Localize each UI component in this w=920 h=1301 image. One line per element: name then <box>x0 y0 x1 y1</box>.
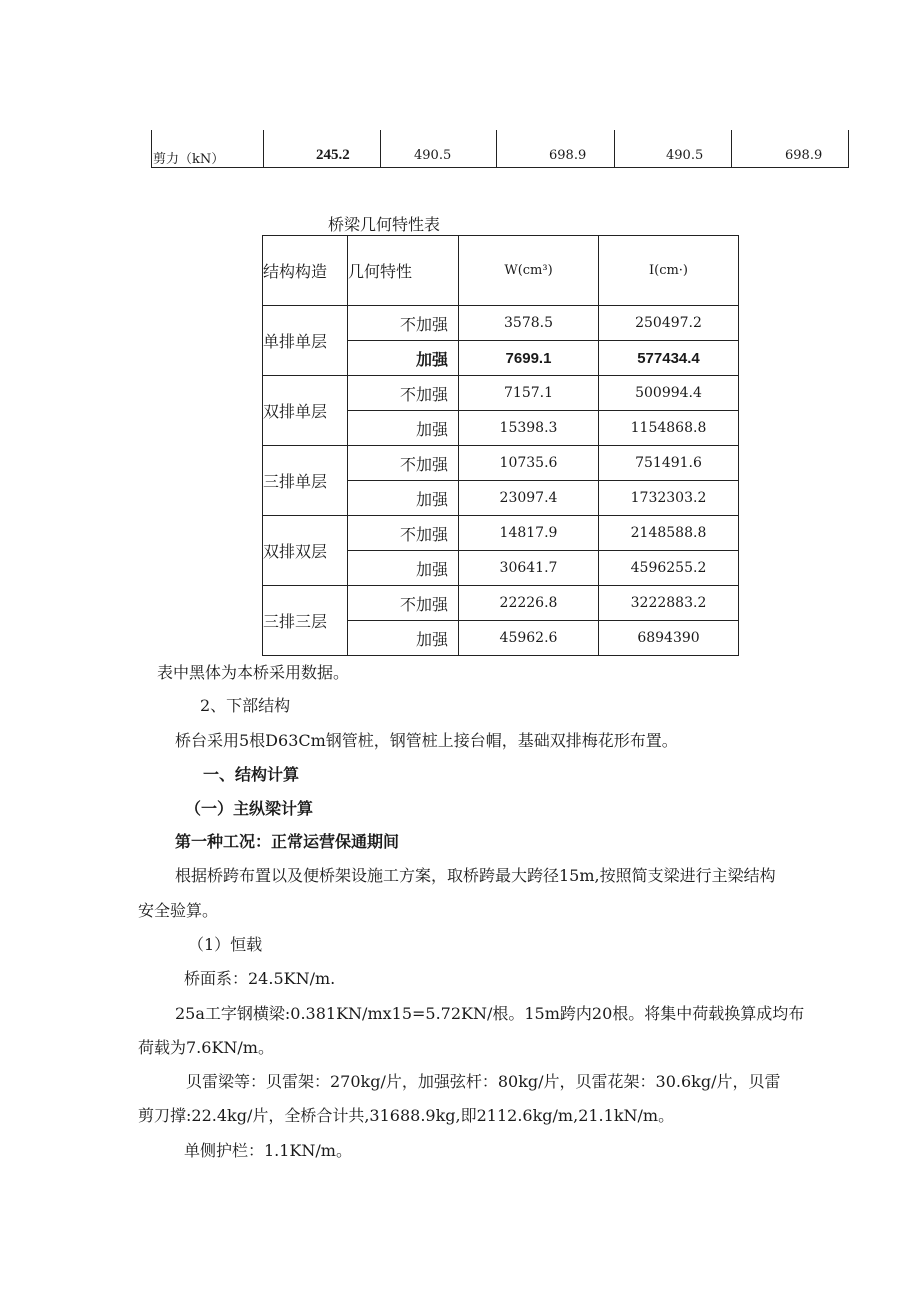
struct-name: 三排单层 <box>263 446 348 516</box>
reinforce-type: 不加强 <box>348 306 459 341</box>
i-value: 2148588.8 <box>599 516 739 551</box>
header-i: I(cm·) <box>599 236 739 306</box>
heading-main-girder: （一）主纵梁计算 <box>185 799 314 818</box>
w-value: 45962.6 <box>459 621 599 656</box>
w-value: 7157.1 <box>459 376 599 411</box>
shear-force-row <box>151 130 849 168</box>
i-value: 4596255.2 <box>599 551 739 586</box>
reinforce-type: 不加强 <box>348 376 459 411</box>
shear-value-5: 698.9 <box>785 148 823 163</box>
deck-load: 桥面系：24.5KN/m. <box>184 969 336 988</box>
cell-border <box>151 130 152 167</box>
i-value: 751491.6 <box>599 446 739 481</box>
shear-value-1: 245.2 <box>316 147 350 163</box>
bailey-line-1: 贝雷梁等：贝雷架：270kg/片，加强弦杆：80kg/片，贝雷花架：30.6kg/片，贝雷 <box>186 1072 781 1091</box>
reinforce-type: 加强 <box>348 341 459 376</box>
cell-border <box>731 130 732 167</box>
w-value: 22226.8 <box>459 586 599 621</box>
beam-load-line-2: 荷载为7.6KN/m。 <box>138 1038 274 1057</box>
cell-border <box>614 130 615 167</box>
table-row <box>263 516 739 551</box>
reinforce-type: 不加强 <box>348 516 459 551</box>
reinforce-type: 加强 <box>348 481 459 516</box>
guardrail-load: 单侧护栏：1.1KN/m。 <box>184 1141 352 1160</box>
reinforce-type: 不加强 <box>348 586 459 621</box>
geometry-table <box>262 235 739 656</box>
table-note: 表中黑体为本桥采用数据。 <box>157 663 350 682</box>
w-value: 14817.9 <box>459 516 599 551</box>
paragraph-line-2: 安全验算。 <box>138 901 219 920</box>
reinforce-type: 加强 <box>348 411 459 446</box>
i-value: 250497.2 <box>599 306 739 341</box>
w-value: 23097.4 <box>459 481 599 516</box>
shear-label: 剪力（kN） <box>153 152 225 167</box>
bailey-line-2: 剪刀撑:22.4kg/片，全桥合计共,31688.9kg,即2112.6kg/m,21.1kN/m。 <box>138 1106 675 1125</box>
dead-load-heading: （1）恒载 <box>188 935 263 954</box>
reinforce-type: 加强 <box>348 551 459 586</box>
shear-value-2: 490.5 <box>414 148 452 163</box>
w-value: 7699.1 <box>459 341 599 376</box>
w-value: 15398.3 <box>459 411 599 446</box>
cell-border <box>263 130 264 167</box>
header-w: W(cm³) <box>459 236 599 306</box>
struct-name: 双排双层 <box>263 516 348 586</box>
table-title: 桥梁几何特性表 <box>328 215 441 234</box>
heading-case-1: 第一种工况：正常运营保通期间 <box>175 832 400 851</box>
cell-border <box>496 130 497 167</box>
header-struct: 结构构造 <box>263 236 348 306</box>
struct-name: 单排单层 <box>263 306 348 376</box>
beam-load-line-1: 25a工字钢横梁:0.381KN/mx15=5.72KN/根。15m跨内20根。将集中荷载换算成均布 <box>175 1004 805 1023</box>
i-value: 577434.4 <box>599 341 739 376</box>
w-value: 30641.7 <box>459 551 599 586</box>
struct-name: 双排单层 <box>263 376 348 446</box>
cell-border <box>848 130 849 167</box>
table-row <box>263 446 739 481</box>
i-value: 1732303.2 <box>599 481 739 516</box>
cell-border <box>380 130 381 167</box>
i-value: 500994.4 <box>599 376 739 411</box>
w-value: 10735.6 <box>459 446 599 481</box>
section-substructure: 2、下部结构 <box>200 696 291 715</box>
header-geo: 几何特性 <box>348 236 459 306</box>
heading-structural-calc: 一、结构计算 <box>203 765 300 784</box>
struct-name: 三排三层 <box>263 586 348 656</box>
paragraph-line-1: 根据桥跨布置以及便桥架设施工方案，取桥跨最大跨径15m,按照简支梁进行主梁结构 <box>175 866 776 885</box>
i-value: 6894390 <box>599 621 739 656</box>
shear-value-4: 490.5 <box>666 148 704 163</box>
shear-value-3: 698.9 <box>549 148 587 163</box>
table-row <box>263 306 739 341</box>
reinforce-type: 不加强 <box>348 446 459 481</box>
table-header-row <box>263 236 739 306</box>
i-value: 3222883.2 <box>599 586 739 621</box>
w-value: 3578.5 <box>459 306 599 341</box>
table-row <box>263 586 739 621</box>
reinforce-type: 加强 <box>348 621 459 656</box>
i-value: 1154868.8 <box>599 411 739 446</box>
abutment-paragraph: 桥台采用5根D63Cm钢管桩，钢管桩上接台帽，基础双排梅花形布置。 <box>175 731 678 750</box>
table-row <box>263 376 739 411</box>
